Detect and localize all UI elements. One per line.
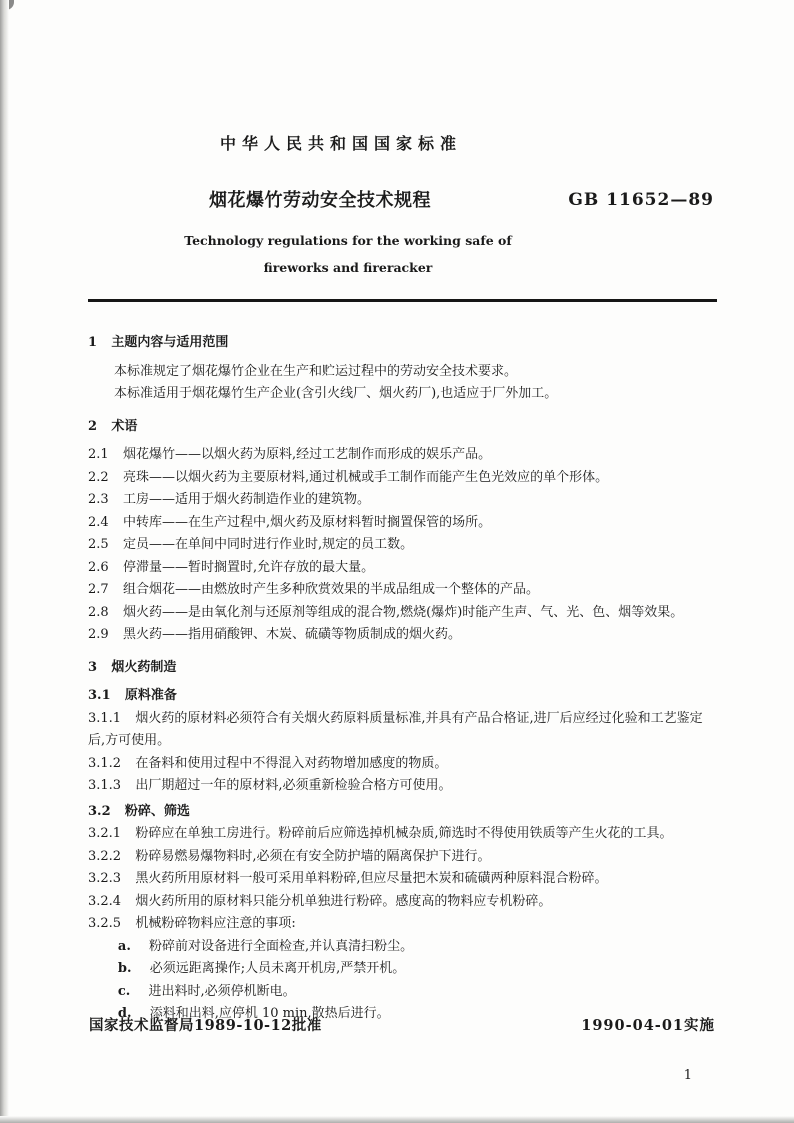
english-title-line2: fireworks and fireracker bbox=[263, 260, 433, 275]
clause-number: 2.1 bbox=[88, 447, 109, 462]
implementation-note: 1990-04-01实施 bbox=[581, 1017, 715, 1034]
clause-3-2-2 bbox=[88, 846, 717, 869]
list-item-a bbox=[88, 936, 717, 959]
clause-text: 粉碎应在单独工房进行。粉碎前后应筛选掉机械杂质,筛选时不得使用铁质等产生火花的工具。 bbox=[135, 826, 673, 841]
clause-3-1-1 bbox=[88, 708, 717, 753]
list-marker: d. bbox=[117, 1006, 132, 1021]
section-number: 3 bbox=[88, 659, 98, 675]
section-1-heading bbox=[88, 332, 717, 355]
list-item-text: 必须远距离操作;人员未离开机房,严禁开机。 bbox=[149, 961, 406, 976]
clause-text: 烟花爆竹——以烟火药为原料,经过工艺制作而形成的娱乐产品。 bbox=[122, 447, 492, 462]
clause-2-6 bbox=[88, 557, 717, 580]
scan-edge-bottom bbox=[0, 1116, 794, 1123]
clause-number: 2.5 bbox=[88, 537, 109, 552]
subsection-3-2-heading bbox=[88, 801, 717, 824]
section-number: 2 bbox=[88, 418, 98, 434]
paragraph-scope-1: 本标准规定了烟花爆竹企业在生产和贮运过程中的劳动安全技术要求。 bbox=[114, 363, 518, 379]
section-title: 烟火药制造 bbox=[111, 659, 177, 675]
list-item-c bbox=[88, 981, 717, 1004]
clause-number: 3.2.4 bbox=[88, 893, 122, 909]
header-divider bbox=[88, 299, 717, 302]
scan-edge-left bbox=[0, 0, 9, 1123]
clause-number: 2.9 bbox=[88, 627, 109, 642]
clause-text: 烟火药所用的原材料只能分机单独进行粉碎。感度高的物料应专机粉碎。 bbox=[135, 893, 552, 909]
document-body bbox=[88, 332, 717, 1026]
clause-text: 烟火药的原材料必须符合有关烟火药原料质量标准,并具有产品合格证,进厂后应经过化验和工艺鉴定后,方可使用。 bbox=[88, 710, 703, 748]
clause-2-8 bbox=[88, 602, 717, 625]
clause-text: 工房——适用于烟火药制造作业的建筑物。 bbox=[122, 492, 370, 507]
clause-2-3 bbox=[88, 489, 717, 512]
clause-2-5 bbox=[88, 534, 717, 557]
subsection-number: 3.1 bbox=[88, 688, 111, 703]
clause-number: 2.6 bbox=[88, 559, 109, 575]
clause-2-7 bbox=[88, 579, 717, 602]
clause-number: 3.2.2 bbox=[88, 848, 122, 864]
paragraph-scope-2: 本标准适用于烟花爆竹生产企业(含引火线厂、烟火药厂),也适应于厂外加工。 bbox=[114, 386, 558, 401]
clause-number: 3.1.1 bbox=[88, 710, 122, 726]
clause-2-2 bbox=[88, 467, 717, 490]
clause-3-2-4 bbox=[88, 891, 717, 914]
list-marker: b. bbox=[117, 961, 132, 976]
clause-number: 2.2 bbox=[88, 469, 109, 485]
approval-note: 国家技术监督局1989-10-12批准 bbox=[89, 1017, 322, 1034]
page-number: 1 bbox=[683, 1068, 692, 1083]
clause-2-4 bbox=[88, 512, 717, 535]
section-title: 术语 bbox=[111, 418, 138, 434]
list-marker: c. bbox=[117, 983, 131, 999]
clause-text: 在备料和使用过程中不得混入对药物增加感度的物质。 bbox=[135, 755, 448, 771]
clause-2-9 bbox=[88, 624, 717, 647]
clause-3-1-3 bbox=[88, 775, 717, 798]
section-2-heading bbox=[88, 416, 717, 439]
clause-number: 3.1.2 bbox=[88, 755, 122, 771]
subsection-title: 粉碎、筛选 bbox=[124, 803, 190, 819]
clause-text: 中转库——在生产过程中,烟火药及原材料暂时搁置保管的场所。 bbox=[122, 514, 492, 530]
section-number: 1 bbox=[88, 335, 98, 350]
subsection-title: 原料准备 bbox=[124, 688, 177, 703]
clause-text: 出厂期超过一年的原材料,必须重新检验合格方可使用。 bbox=[135, 778, 452, 793]
section-title: 主题内容与适用范围 bbox=[111, 335, 229, 350]
clause-text: 机械粉碎物料应注意的事项: bbox=[135, 916, 296, 931]
clause-text: 烟火药——是由氧化剂与还原剂等组成的混合物,燃烧(爆炸)时能产生声、气、光、色、烟等效果。 bbox=[122, 604, 684, 620]
clause-3-1-2 bbox=[88, 753, 717, 776]
clause-number: 2.3 bbox=[88, 492, 109, 507]
clause-text: 黑火药——指用硝酸钾、木炭、硫磺等物质制成的烟火药。 bbox=[122, 627, 461, 642]
english-title-line1: Technology regulations for the working safe of bbox=[184, 233, 512, 248]
subsection-3-1-heading bbox=[88, 685, 717, 708]
clause-text: 粉碎易燃易爆物料时,必须在有安全防护墙的隔离保护下进行。 bbox=[135, 848, 491, 864]
clause-2-1 bbox=[88, 444, 717, 467]
clause-3-2-3 bbox=[88, 868, 717, 891]
document-title: 烟花爆竹劳动安全技术规程 bbox=[209, 190, 431, 211]
standard-type-label: 中华人民共和国国家标准 bbox=[220, 134, 463, 153]
list-item-text: 进出料时,必须停机断电。 bbox=[148, 983, 296, 999]
clause-text: 组合烟花——由燃放时产生多种欣赏效果的半成品组成一个整体的产品。 bbox=[122, 582, 539, 597]
clause-number: 2.8 bbox=[88, 604, 109, 620]
list-marker: a. bbox=[117, 938, 131, 954]
clause-text: 黑火药所用原材料一般可采用单料粉碎,但应尽量把木炭和硫磺两种原料混合粉碎。 bbox=[135, 871, 608, 886]
section-3-heading bbox=[88, 657, 717, 680]
list-item-text: 添料和出料,应停机 10 min,散热后进行。 bbox=[149, 1006, 390, 1021]
clause-text: 亮珠——以烟火药为主要原材料,通过机械或手工制作而能产生色光效应的单个形体。 bbox=[122, 469, 609, 485]
list-item-text: 粉碎前对设备进行全面检查,并认真清扫粉尘。 bbox=[149, 938, 414, 954]
clause-number: 3.1.3 bbox=[88, 778, 122, 793]
clause-3-2-1 bbox=[88, 823, 717, 846]
subsection-number: 3.2 bbox=[88, 803, 111, 819]
list-item-b bbox=[88, 958, 717, 981]
clause-number: 3.2.3 bbox=[88, 871, 122, 886]
clause-number: 3.2.1 bbox=[88, 826, 122, 841]
clause-number: 3.2.5 bbox=[88, 916, 122, 931]
clause-number: 2.7 bbox=[88, 582, 109, 597]
standard-code: GB 11652—89 bbox=[568, 190, 714, 210]
clause-text: 停滞量——暂时搁置时,允许存放的最大量。 bbox=[122, 559, 375, 575]
clause-text: 定员——在单间中同时进行作业时,规定的员工数。 bbox=[122, 537, 414, 552]
clause-3-2-5 bbox=[88, 913, 717, 936]
clause-number: 2.4 bbox=[88, 514, 109, 530]
